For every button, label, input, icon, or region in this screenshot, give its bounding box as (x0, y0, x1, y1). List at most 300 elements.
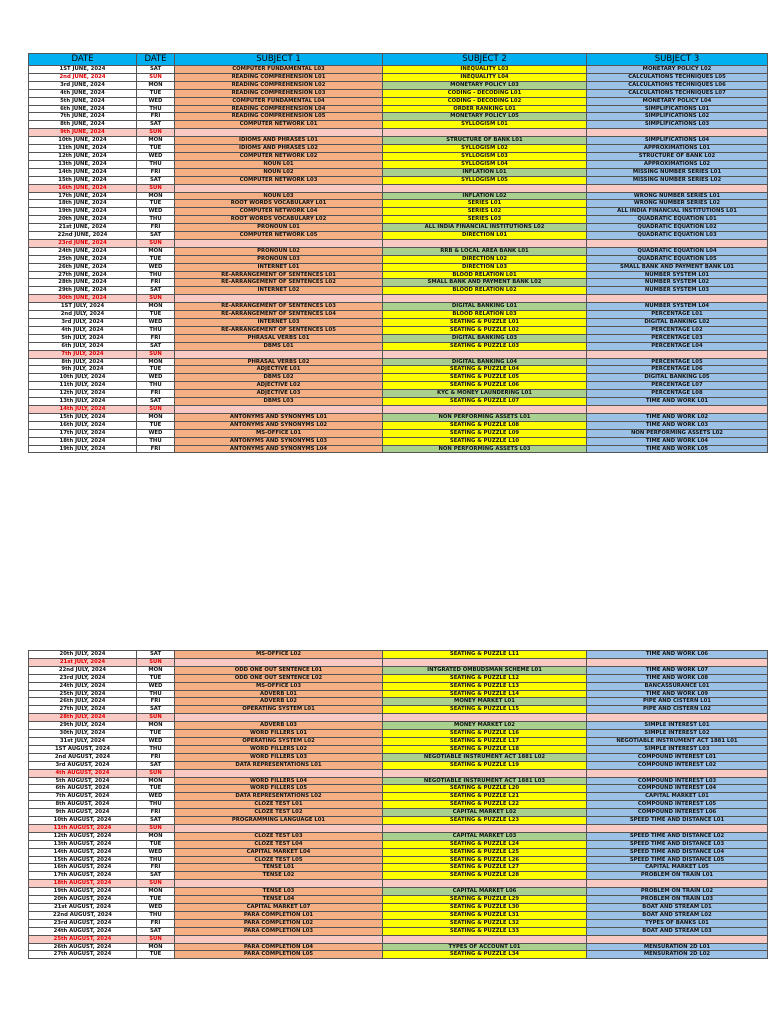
subject-3-cell (587, 295, 768, 303)
subject-3-cell: SIMPLIFICATIONS L02 (587, 113, 768, 121)
date-cell: 17th AUGUST, 2024 (29, 872, 137, 880)
day-cell: FRI (137, 224, 175, 232)
day-cell: TUE (137, 840, 175, 848)
subject-3-cell (587, 184, 768, 192)
day-cell: FRI (137, 753, 175, 761)
table-row (29, 730, 768, 738)
table-row (29, 793, 768, 801)
subject-1-cell: TENSE L02 (175, 872, 383, 880)
subject-1-cell: CLOZE TEST L03 (175, 832, 383, 840)
subject-2-cell: KYC & MONEY LAUNDERING L01 (383, 390, 587, 398)
date-cell: 18th JULY, 2024 (29, 437, 137, 445)
subject-1-cell: ANTONYMS AND SYNONYMS L02 (175, 421, 383, 429)
table-row (29, 927, 768, 935)
date-cell: 3rd JUNE, 2024 (29, 81, 137, 89)
date-cell: 11th JUNE, 2024 (29, 145, 137, 153)
day-cell: MON (137, 777, 175, 785)
day-cell: WED (137, 208, 175, 216)
subject-1-cell (175, 935, 383, 943)
day-cell: TUE (137, 421, 175, 429)
subject-3-cell: SMALL BANK AND PAYMENT BANK L01 (587, 263, 768, 271)
table-row (29, 374, 768, 382)
subject-3-cell: PERCENTAGE L06 (587, 366, 768, 374)
date-cell: 5th JUNE, 2024 (29, 97, 137, 105)
subject-3-cell: PERCENTAGE L02 (587, 326, 768, 334)
schedule-body-2 (29, 651, 768, 959)
date-cell: 15th AUGUST, 2024 (29, 856, 137, 864)
subject-1-cell: CLOZE TEST L02 (175, 809, 383, 817)
subject-3-cell: SIMPLIFICATIONS L03 (587, 121, 768, 129)
subject-2-cell: MONETARY POLICY L05 (383, 113, 587, 121)
subject-3-cell: QUADRATIC EQUATION L01 (587, 216, 768, 224)
day-cell: MON (137, 192, 175, 200)
subject-1-cell: COMPUTER NETWORK L02 (175, 152, 383, 160)
subject-3-cell: MISSING NUMBER SERIES L02 (587, 176, 768, 184)
date-cell: 25th AUGUST, 2024 (29, 935, 137, 943)
table-row (29, 255, 768, 263)
day-cell: WED (137, 737, 175, 745)
subject-3-cell: PROBLEM ON TRAIN L03 (587, 896, 768, 904)
subject-2-cell (383, 129, 587, 137)
subject-1-cell: READING COMPREHENSION L02 (175, 81, 383, 89)
subject-2-cell: INFLATION L02 (383, 192, 587, 200)
subject-2-cell: SEATING & PUZZLE L05 (383, 374, 587, 382)
date-cell: 15th JULY, 2024 (29, 413, 137, 421)
subject-1-cell (175, 714, 383, 722)
day-cell: THU (137, 271, 175, 279)
date-cell: 10th JUNE, 2024 (29, 137, 137, 145)
day-cell: TUE (137, 255, 175, 263)
subject-2-cell: MONEY MARKET L02 (383, 722, 587, 730)
day-cell: TUE (137, 785, 175, 793)
subject-1-cell: COMPUTER NETWORK L03 (175, 176, 383, 184)
subject-1-cell (175, 295, 383, 303)
table-row (29, 168, 768, 176)
table-row (29, 263, 768, 271)
day-cell: SAT (137, 232, 175, 240)
day-cell: WED (137, 374, 175, 382)
date-cell: 16th JULY, 2024 (29, 421, 137, 429)
subject-3-cell: MONETARY POLICY L04 (587, 97, 768, 105)
subject-1-cell: PARA COMPLETION L01 (175, 911, 383, 919)
date-cell: 1ST AUGUST, 2024 (29, 745, 137, 753)
date-cell: 21st JUNE, 2024 (29, 224, 137, 232)
day-cell: TUE (137, 200, 175, 208)
subject-2-cell (383, 658, 587, 666)
date-cell: 12th JULY, 2024 (29, 390, 137, 398)
subject-2-cell (383, 184, 587, 192)
table-row (29, 722, 768, 730)
schedule-body-1 (29, 66, 768, 453)
date-cell: 23rd AUGUST, 2024 (29, 919, 137, 927)
table-row (29, 184, 768, 192)
date-cell: 28th JULY, 2024 (29, 714, 137, 722)
table-row (29, 295, 768, 303)
subject-2-cell: SEATING & PUZZLE L02 (383, 326, 587, 334)
date-cell: 13th JULY, 2024 (29, 398, 137, 406)
subject-1-cell: DBMS L02 (175, 374, 383, 382)
subject-3-cell: APPROXIMATIONS L02 (587, 160, 768, 168)
subject-1-cell: OPERATING SYSTEM L01 (175, 706, 383, 714)
subject-1-cell: NOUN L01 (175, 160, 383, 168)
day-cell: SUN (137, 880, 175, 888)
subject-3-cell: TIME AND WORK L04 (587, 437, 768, 445)
subject-2-cell: DIGITAL BANKING L03 (383, 334, 587, 342)
day-cell: MON (137, 666, 175, 674)
day-cell: TUE (137, 896, 175, 904)
header-row (29, 54, 768, 66)
subject-2-cell: SEATING & PUZZLE L34 (383, 951, 587, 959)
subject-1-cell: ADJECTIVE L02 (175, 382, 383, 390)
subject-2-cell: DIGITAL BANKING L04 (383, 358, 587, 366)
day-cell: MON (137, 358, 175, 366)
subject-2-cell (383, 239, 587, 247)
subject-2-cell: SEATING & PUZZLE L06 (383, 382, 587, 390)
day-cell: FRI (137, 919, 175, 927)
subject-2-cell (383, 714, 587, 722)
day-cell: MON (137, 303, 175, 311)
date-cell: 25th JUNE, 2024 (29, 255, 137, 263)
subject-3-cell: PERCENTAGE L03 (587, 334, 768, 342)
subject-3-cell: NUMBER SYSTEM L02 (587, 279, 768, 287)
date-cell: 10th JULY, 2024 (29, 374, 137, 382)
table-row (29, 192, 768, 200)
subject-2-cell: SEATING & PUZZLE L12 (383, 674, 587, 682)
day-cell: SAT (137, 176, 175, 184)
table-row (29, 824, 768, 832)
subject-2-cell: MONEY MARKET L01 (383, 698, 587, 706)
subject-2-cell: CODING - DECODING L01 (383, 89, 587, 97)
subject-3-cell: SPEED TIME AND DISTANCE L05 (587, 856, 768, 864)
table-row (29, 334, 768, 342)
subject-3-cell: APPROXIMATIONS L01 (587, 145, 768, 153)
subject-3-cell: COMPOUND INTEREST L05 (587, 801, 768, 809)
date-cell: 21st JULY, 2024 (29, 658, 137, 666)
table-row (29, 421, 768, 429)
subject-1-cell (175, 350, 383, 358)
date-cell: 5th JULY, 2024 (29, 334, 137, 342)
subject-3-cell: SIMPLE INTEREST L03 (587, 745, 768, 753)
date-cell: 20th AUGUST, 2024 (29, 896, 137, 904)
subject-3-cell (587, 129, 768, 137)
subject-3-cell: ALL INDIA FINANCIAL INSTITUTIONS L01 (587, 208, 768, 216)
table-row (29, 271, 768, 279)
date-cell: 8th AUGUST, 2024 (29, 801, 137, 809)
subject-1-cell: RE-ARRANGEMENT OF SENTENCES L02 (175, 279, 383, 287)
subject-1-cell: NOUN L03 (175, 192, 383, 200)
subject-1-cell: WORD FILLERS L01 (175, 730, 383, 738)
subject-1-cell: IDIOMS AND PHRASES L02 (175, 145, 383, 153)
date-cell: 14th AUGUST, 2024 (29, 848, 137, 856)
subject-2-cell: SEATING & PUZZLE L03 (383, 342, 587, 350)
day-cell: FRI (137, 698, 175, 706)
subject-2-cell: SEATING & PUZZLE L31 (383, 911, 587, 919)
subject-2-cell: SEATING & PUZZLE L01 (383, 319, 587, 327)
day-cell: FRI (137, 390, 175, 398)
table-row (29, 326, 768, 334)
table-row (29, 674, 768, 682)
subject-2-cell: CAPITAL MARKET L02 (383, 809, 587, 817)
subject-1-cell: PRONOUN L02 (175, 247, 383, 255)
subject-3-cell: CALCULATIONS TECHNIQUES L07 (587, 89, 768, 97)
day-cell: SUN (137, 73, 175, 81)
subject-1-cell (175, 769, 383, 777)
table-row (29, 769, 768, 777)
subject-3-cell (587, 239, 768, 247)
table-row (29, 651, 768, 659)
table-row (29, 413, 768, 421)
subject-1-cell: COMPUTER FUNDAMENTAL L04 (175, 97, 383, 105)
date-cell: 26th JUNE, 2024 (29, 263, 137, 271)
table-row (29, 817, 768, 825)
table-row (29, 208, 768, 216)
date-cell: 2nd AUGUST, 2024 (29, 753, 137, 761)
day-cell: TUE (137, 951, 175, 959)
subject-1-cell: RE-ARRANGEMENT OF SENTENCES L03 (175, 303, 383, 311)
subject-2-cell: BLOOD RELATION L03 (383, 311, 587, 319)
day-cell: FRI (137, 334, 175, 342)
subject-3-cell: COMPOUND INTEREST L06 (587, 809, 768, 817)
subject-2-cell: SEATING & PUZZLE L22 (383, 801, 587, 809)
table-row (29, 247, 768, 255)
subject-1-cell: NOUN L02 (175, 168, 383, 176)
date-cell: 22nd JULY, 2024 (29, 666, 137, 674)
date-cell: 27th JUNE, 2024 (29, 271, 137, 279)
subject-3-cell: PERCENTAGE L07 (587, 382, 768, 390)
subject-1-cell: PARA COMPLETION L05 (175, 951, 383, 959)
date-cell: 18th AUGUST, 2024 (29, 880, 137, 888)
subject-3-cell: PERCENTAGE L04 (587, 342, 768, 350)
date-cell: 6th JUNE, 2024 (29, 105, 137, 113)
day-cell: SAT (137, 651, 175, 659)
subject-2-cell: CAPITAL MARKET L06 (383, 888, 587, 896)
table-row (29, 358, 768, 366)
subject-1-cell: MS-OFFICE L03 (175, 682, 383, 690)
subject-3-cell: COMPOUND INTEREST L04 (587, 785, 768, 793)
day-cell: THU (137, 216, 175, 224)
date-cell: 29th JUNE, 2024 (29, 287, 137, 295)
table-row (29, 390, 768, 398)
table-row (29, 935, 768, 943)
subject-3-cell: DIGITAL BANKING L05 (587, 374, 768, 382)
day-cell: TUE (137, 366, 175, 374)
table-row (29, 279, 768, 287)
subject-3-cell: MISSING NUMBER SERIES L01 (587, 168, 768, 176)
subject-3-cell: MENSURATION 2D L01 (587, 943, 768, 951)
table-row (29, 872, 768, 880)
subject-2-cell: NEGOTIABLE INSTRUMENT ACT 1881 L02 (383, 753, 587, 761)
date-cell: 14th JUNE, 2024 (29, 168, 137, 176)
day-cell: THU (137, 690, 175, 698)
day-cell: THU (137, 911, 175, 919)
subject-1-cell: CLOZE TEST L05 (175, 856, 383, 864)
subject-1-cell: ANTONYMS AND SYNONYMS L03 (175, 437, 383, 445)
table-row (29, 951, 768, 959)
table-row (29, 864, 768, 872)
table-row (29, 848, 768, 856)
day-cell: MON (137, 832, 175, 840)
subject-1-cell: OPERATING SYSTEM L02 (175, 737, 383, 745)
subject-2-cell: SEATING & PUZZLE L23 (383, 817, 587, 825)
subject-1-cell: COMPUTER NETWORK L01 (175, 121, 383, 129)
table-row (29, 777, 768, 785)
subject-1-cell: PARA COMPLETION L03 (175, 927, 383, 935)
date-cell: 7th JUNE, 2024 (29, 113, 137, 121)
date-cell: 12th AUGUST, 2024 (29, 832, 137, 840)
subject-2-cell: NON PERFORMING ASSETS L01 (383, 413, 587, 421)
date-cell: 12th JUNE, 2024 (29, 152, 137, 160)
day-cell: WED (137, 97, 175, 105)
day-cell: SUN (137, 184, 175, 192)
date-cell: 21st AUGUST, 2024 (29, 904, 137, 912)
subject-1-cell: ADJECTIVE L03 (175, 390, 383, 398)
subject-2-cell: MONETARY POLICY L03 (383, 81, 587, 89)
day-cell: TUE (137, 730, 175, 738)
subject-3-cell: STRUCTURE OF BANK L02 (587, 152, 768, 160)
subject-1-cell: INTERNET L02 (175, 287, 383, 295)
day-cell: SAT (137, 706, 175, 714)
schedule-table-2 (28, 650, 768, 959)
subject-2-cell: SMALL BANK AND PAYMENT BANK L02 (383, 279, 587, 287)
day-cell: SUN (137, 824, 175, 832)
subject-1-cell (175, 658, 383, 666)
subject-3-cell: NUMBER SYSTEM L04 (587, 303, 768, 311)
table-row (29, 785, 768, 793)
subject-3-cell (587, 714, 768, 722)
date-cell: 9th JUNE, 2024 (29, 129, 137, 137)
subject-2-cell: CAPITAL MARKET L03 (383, 832, 587, 840)
date-cell: 23rd JULY, 2024 (29, 674, 137, 682)
subject-3-cell (587, 880, 768, 888)
subject-2-cell: DIGITAL BANKING L01 (383, 303, 587, 311)
subject-1-cell (175, 880, 383, 888)
date-cell: 24th AUGUST, 2024 (29, 927, 137, 935)
subject-1-cell: WORD FILLERS L03 (175, 753, 383, 761)
date-cell: 10th AUGUST, 2024 (29, 817, 137, 825)
subject-1-cell: DBMS L01 (175, 342, 383, 350)
subject-2-cell: SEATING & PUZZLE L32 (383, 919, 587, 927)
subject-2-cell: CODING - DECODING L02 (383, 97, 587, 105)
subject-2-cell: SEATING & PUZZLE L21 (383, 793, 587, 801)
day-cell: FRI (137, 445, 175, 453)
subject-2-cell (383, 350, 587, 358)
table-row (29, 429, 768, 437)
subject-2-cell: SEATING & PUZZLE L27 (383, 864, 587, 872)
subject-2-cell (383, 769, 587, 777)
subject-2-cell: BLOOD RELATION L01 (383, 271, 587, 279)
subject-3-cell (587, 658, 768, 666)
date-cell: 22nd JUNE, 2024 (29, 232, 137, 240)
subject-1-cell: COMPUTER NETWORK L05 (175, 232, 383, 240)
table-row (29, 342, 768, 350)
date-cell: 17th JUNE, 2024 (29, 192, 137, 200)
subject-3-cell: SPEED TIME AND DISTANCE L02 (587, 832, 768, 840)
subject-2-cell: DIRECTION L02 (383, 255, 587, 263)
subject-3-cell: BANCASSURANCE L01 (587, 682, 768, 690)
day-cell: SUN (137, 405, 175, 413)
date-cell: 28th JUNE, 2024 (29, 279, 137, 287)
table-row (29, 81, 768, 89)
table-row (29, 319, 768, 327)
subject-1-cell: INTERNET L01 (175, 263, 383, 271)
subject-1-cell: ADVERB L03 (175, 722, 383, 730)
day-cell: SUN (137, 239, 175, 247)
subject-3-cell: TIME AND WORK L09 (587, 690, 768, 698)
table-row (29, 232, 768, 240)
date-cell: 18th JUNE, 2024 (29, 200, 137, 208)
date-cell: 31st JULY, 2024 (29, 737, 137, 745)
subject-1-cell: COMPUTER NETWORK L04 (175, 208, 383, 216)
table-row (29, 714, 768, 722)
date-cell: 26th AUGUST, 2024 (29, 943, 137, 951)
subject-2-cell: BLOOD RELATION L02 (383, 287, 587, 295)
subject-3-cell: PERCENTAGE L05 (587, 358, 768, 366)
day-cell: SAT (137, 121, 175, 129)
subject-2-cell: SEATING & PUZZLE L19 (383, 761, 587, 769)
subject-2-cell: SYLLOGISM L02 (383, 145, 587, 153)
subject-1-cell: PARA COMPLETION L02 (175, 919, 383, 927)
table-row (29, 761, 768, 769)
subject-1-cell: WORD FILLERS L02 (175, 745, 383, 753)
subject-1-cell: ANTONYMS AND SYNONYMS L04 (175, 445, 383, 453)
subject-1-cell: ADVERB L02 (175, 698, 383, 706)
day-cell: SUN (137, 350, 175, 358)
subject-3-cell: PROBLEM ON TRAIN L02 (587, 888, 768, 896)
subject-3-cell: NUMBER SYSTEM L03 (587, 287, 768, 295)
subject-2-cell: SEATING & PUZZLE L08 (383, 421, 587, 429)
subject-1-cell: CLOZE TEST L04 (175, 840, 383, 848)
subject-3-cell: TIME AND WORK L06 (587, 651, 768, 659)
table-row (29, 445, 768, 453)
table-row (29, 89, 768, 97)
date-cell: 16th AUGUST, 2024 (29, 864, 137, 872)
subject-2-cell: SEATING & PUZZLE L10 (383, 437, 587, 445)
subject-2-cell: RRB & LOCAL AREA BANK L01 (383, 247, 587, 255)
day-cell: TUE (137, 89, 175, 97)
subject-3-cell: QUADRATIC EQUATION L02 (587, 224, 768, 232)
day-cell: FRI (137, 113, 175, 121)
table-row (29, 303, 768, 311)
day-cell: SAT (137, 927, 175, 935)
subject-2-cell: SERIES L02 (383, 208, 587, 216)
table-row (29, 943, 768, 951)
date-cell: 3rd AUGUST, 2024 (29, 761, 137, 769)
day-cell: MON (137, 137, 175, 145)
table-row (29, 145, 768, 153)
date-cell: 27th JULY, 2024 (29, 706, 137, 714)
subject-1-cell: PROGRAMMING LANGUAGE L01 (175, 817, 383, 825)
day-cell: TUE (137, 145, 175, 153)
subject-3-cell (587, 350, 768, 358)
day-cell: WED (137, 682, 175, 690)
day-cell: WED (137, 429, 175, 437)
subject-1-cell: DBMS L03 (175, 398, 383, 406)
subject-2-cell: SEATING & PUZZLE L16 (383, 730, 587, 738)
table-row (29, 801, 768, 809)
date-cell: 11th JULY, 2024 (29, 382, 137, 390)
subject-3-cell: TIME AND WORK L07 (587, 666, 768, 674)
subject-1-cell: TENSE L03 (175, 888, 383, 896)
date-cell: 19th JUNE, 2024 (29, 208, 137, 216)
date-cell: 11th AUGUST, 2024 (29, 824, 137, 832)
table-row (29, 382, 768, 390)
day-cell: TUE (137, 674, 175, 682)
subject-1-cell (175, 184, 383, 192)
subject-1-cell: TENSE L04 (175, 896, 383, 904)
table-row (29, 658, 768, 666)
subject-3-cell: BOAT AND STREAM L01 (587, 904, 768, 912)
subject-3-cell: NUMBER SYSTEM L01 (587, 271, 768, 279)
